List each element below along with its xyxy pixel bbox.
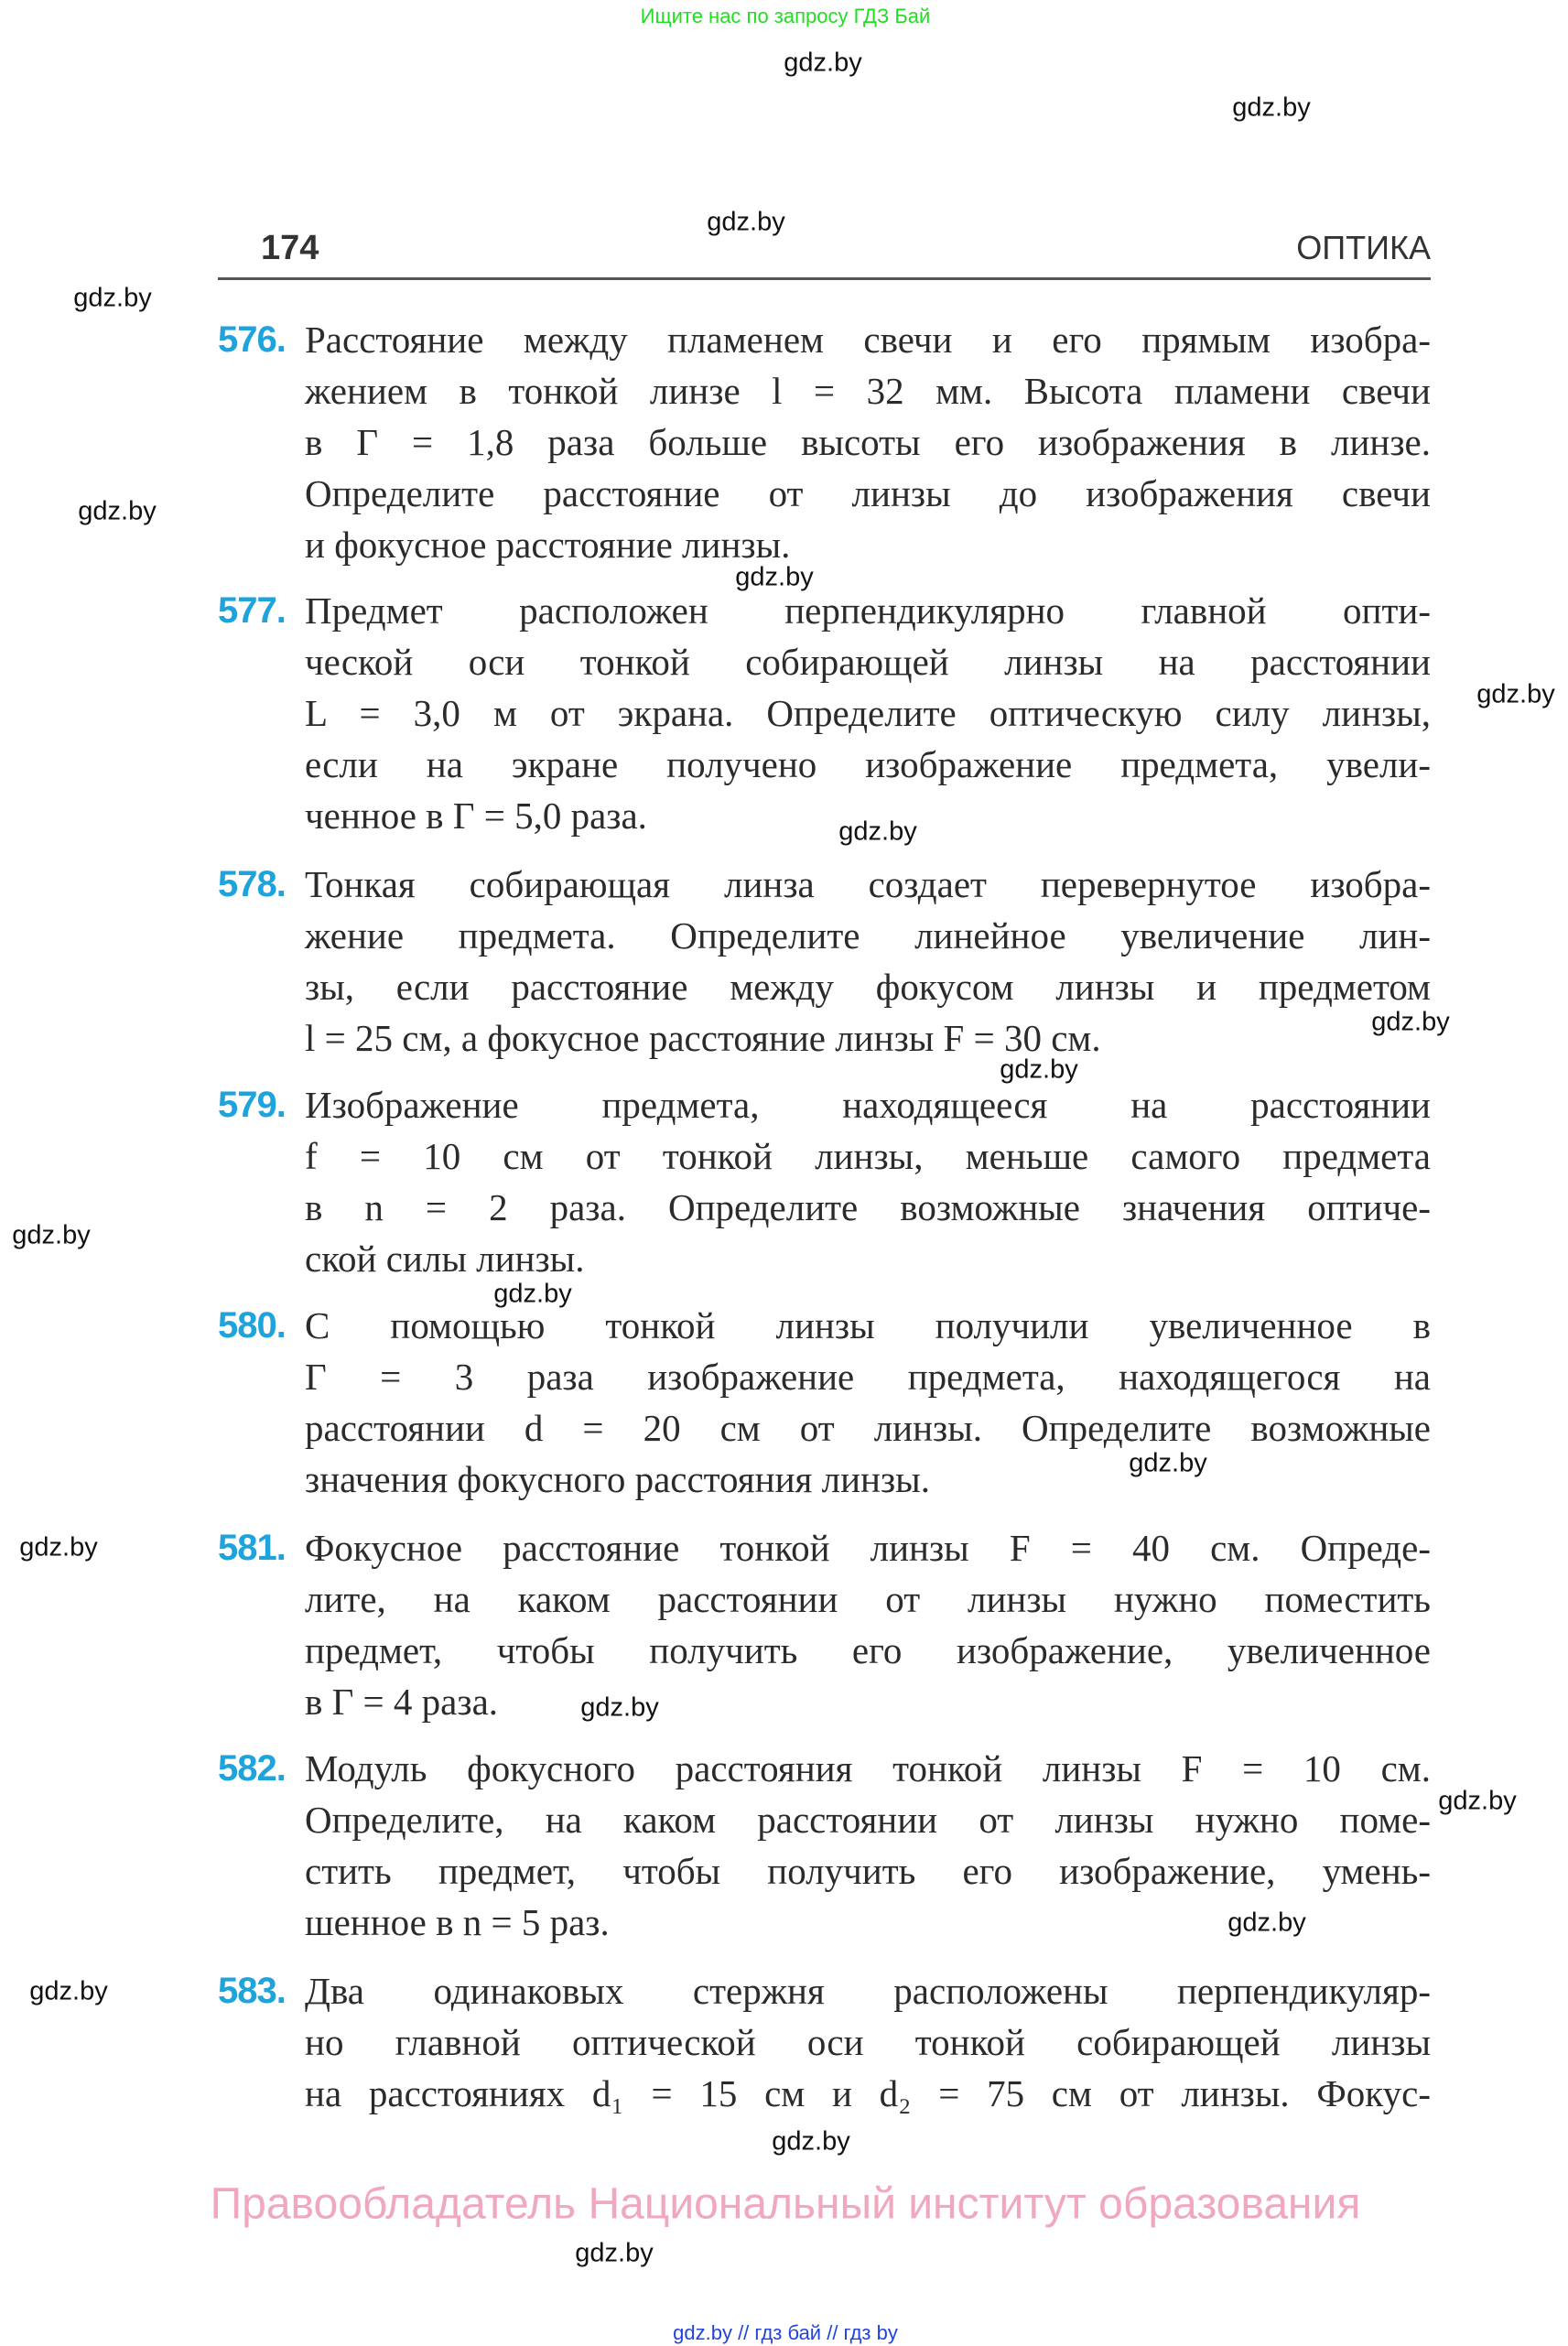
search-hint: Ищите нас по запросу ГДЗ Бай <box>640 5 931 27</box>
watermark-text: gdz.by <box>735 562 814 592</box>
problem-text-line: f = 10 см от тонкой линзы, меньше самого предмета <box>305 1135 1431 1177</box>
watermark-text: gdz.by <box>838 816 917 847</box>
problem-text-line: на расстояниях d₁ = 15 см и d₂ = 75 см от линзы. Фокус- <box>305 2072 1431 2114</box>
watermark-text: gdz.by <box>493 1279 572 1309</box>
problem-number: 577. <box>218 590 286 631</box>
problem-number: 582. <box>218 1748 286 1789</box>
watermark-text: gdz.by <box>19 1532 98 1562</box>
problem-number: 576. <box>218 319 286 360</box>
problem-text-line: жением в тонкой линзе l = 32 мм. Высота пламени свечи <box>305 370 1431 412</box>
problem-text-line: Предмет расположен перпендикулярно главной опти- <box>305 589 1431 632</box>
watermark-text: gdz.by <box>1129 1448 1207 1478</box>
problem-text <box>305 1522 1431 1727</box>
copyright-notice: Правообладатель Национальный институт образования <box>210 2179 1361 2229</box>
watermark-text: gdz.by <box>707 207 785 237</box>
problem-text-line: Модуль фокусного расстояния тонкой линзы F = 10 см. <box>305 1747 1431 1789</box>
problem-text-line: в Г = 4 раза. <box>305 1681 499 1723</box>
page-number: 174 <box>261 229 319 267</box>
problem-text-line: Расстояние между пламенем свечи и его прямым изобра- <box>305 319 1431 361</box>
problem-text <box>305 585 1431 841</box>
watermark-text: gdz.by <box>1232 92 1311 123</box>
problem-text-line: ской силы линзы. <box>305 1238 585 1280</box>
problem-number: 578. <box>218 864 286 904</box>
problem-text-line: Изображение предмета, находящееся на расстоянии <box>305 1084 1431 1126</box>
problem-text-line: С помощью тонкой линзы получили увеличенное в <box>305 1304 1431 1346</box>
problem-text-line: значения фокусного расстояния линзы. <box>305 1458 930 1500</box>
problem-text <box>305 1965 1431 2119</box>
watermark-text: gdz.by <box>1476 679 1555 709</box>
problem-text-line: но главной оптической оси тонкой собирающей линзы <box>305 2021 1431 2063</box>
problem-number: 583. <box>218 1971 286 2011</box>
problem-text-line: в Г = 1,8 раза больше высоты его изображения в линзе. <box>305 421 1431 463</box>
watermark-text: gdz.by <box>784 48 862 78</box>
problem-text-line: жение предмета. Определите линейное увеличение лин- <box>305 914 1431 957</box>
problem-text-line: шенное в n = 5 раз. <box>305 1901 610 1943</box>
watermark-text: gdz.by <box>29 1976 108 2006</box>
problem-number: 579. <box>218 1085 286 1125</box>
header-divider <box>218 277 1431 280</box>
problem-text-line: ческой оси тонкой собирающей линзы на расстоянии <box>305 641 1431 683</box>
problem-text-line: лите, на каком расстоянии от линзы нужно поместить <box>305 1578 1431 1620</box>
watermark-text: gdz.by <box>1000 1054 1078 1085</box>
problem-text-line: расстоянии d = 20 см от линзы. Определите возможные <box>305 1407 1431 1449</box>
problem-text <box>305 1079 1431 1284</box>
section-title: ОПТИКА <box>1296 229 1431 266</box>
watermark-text: gdz.by <box>575 2238 654 2268</box>
problem-text-line: l = 25 см, а фокусное расстояние линзы F = 30 см. <box>305 1017 1101 1059</box>
problem-text <box>305 314 1431 570</box>
watermark-text: gdz.by <box>580 1692 659 1723</box>
watermark-text: gdz.by <box>1227 1908 1306 1938</box>
watermark-text: gdz.by <box>1371 1007 1450 1037</box>
problem-text-line: зы, если расстояние между фокусом линзы и предметом <box>305 966 1431 1008</box>
problem-text <box>305 859 1431 1064</box>
problem-text-line: предмет, чтобы получить его изображение, увеличенное <box>305 1629 1431 1671</box>
watermark-text: gdz.by <box>12 1220 91 1250</box>
problem-number: 581. <box>218 1528 286 1568</box>
problem-text-line: Определите расстояние от линзы до изображения свечи <box>305 472 1431 514</box>
problem-number: 580. <box>218 1305 286 1346</box>
problem-text-line: и фокусное расстояние линзы. <box>305 524 791 566</box>
problem-text-line: стить предмет, чтобы получить его изображение, умень- <box>305 1850 1431 1892</box>
footer-links[interactable]: gdz.by // гдз бай // гдз by <box>673 2321 898 2344</box>
problem-text-line: Два одинаковых стержня расположены перпендикуляр- <box>305 1970 1431 2012</box>
problem-text-line: если на экране получено изображение предмета, увели- <box>305 743 1431 785</box>
problem-text-line: Определите, на каком расстоянии от линзы нужно поме- <box>305 1799 1431 1841</box>
watermark-text: gdz.by <box>1438 1786 1517 1816</box>
problem-text-line: L = 3,0 м от экрана. Определите оптическую силу линзы, <box>305 692 1431 734</box>
watermark-text: gdz.by <box>78 496 157 526</box>
problem-text <box>305 1300 1431 1505</box>
problem-text-line: Тонкая собирающая линза создает перевернутое изобра- <box>305 863 1431 905</box>
problem-text-line: Фокусное расстояние тонкой линзы F = 40 см. Опреде- <box>305 1527 1431 1569</box>
problem-text-line: в n = 2 раза. Определите возможные значения оптиче- <box>305 1186 1431 1228</box>
watermark-text: gdz.by <box>73 283 152 313</box>
problem-text-line: ченное в Г = 5,0 раза. <box>305 795 647 837</box>
watermark-text: gdz.by <box>772 2126 850 2157</box>
problem-text-line: Г = 3 раза изображение предмета, находящегося на <box>305 1356 1431 1398</box>
